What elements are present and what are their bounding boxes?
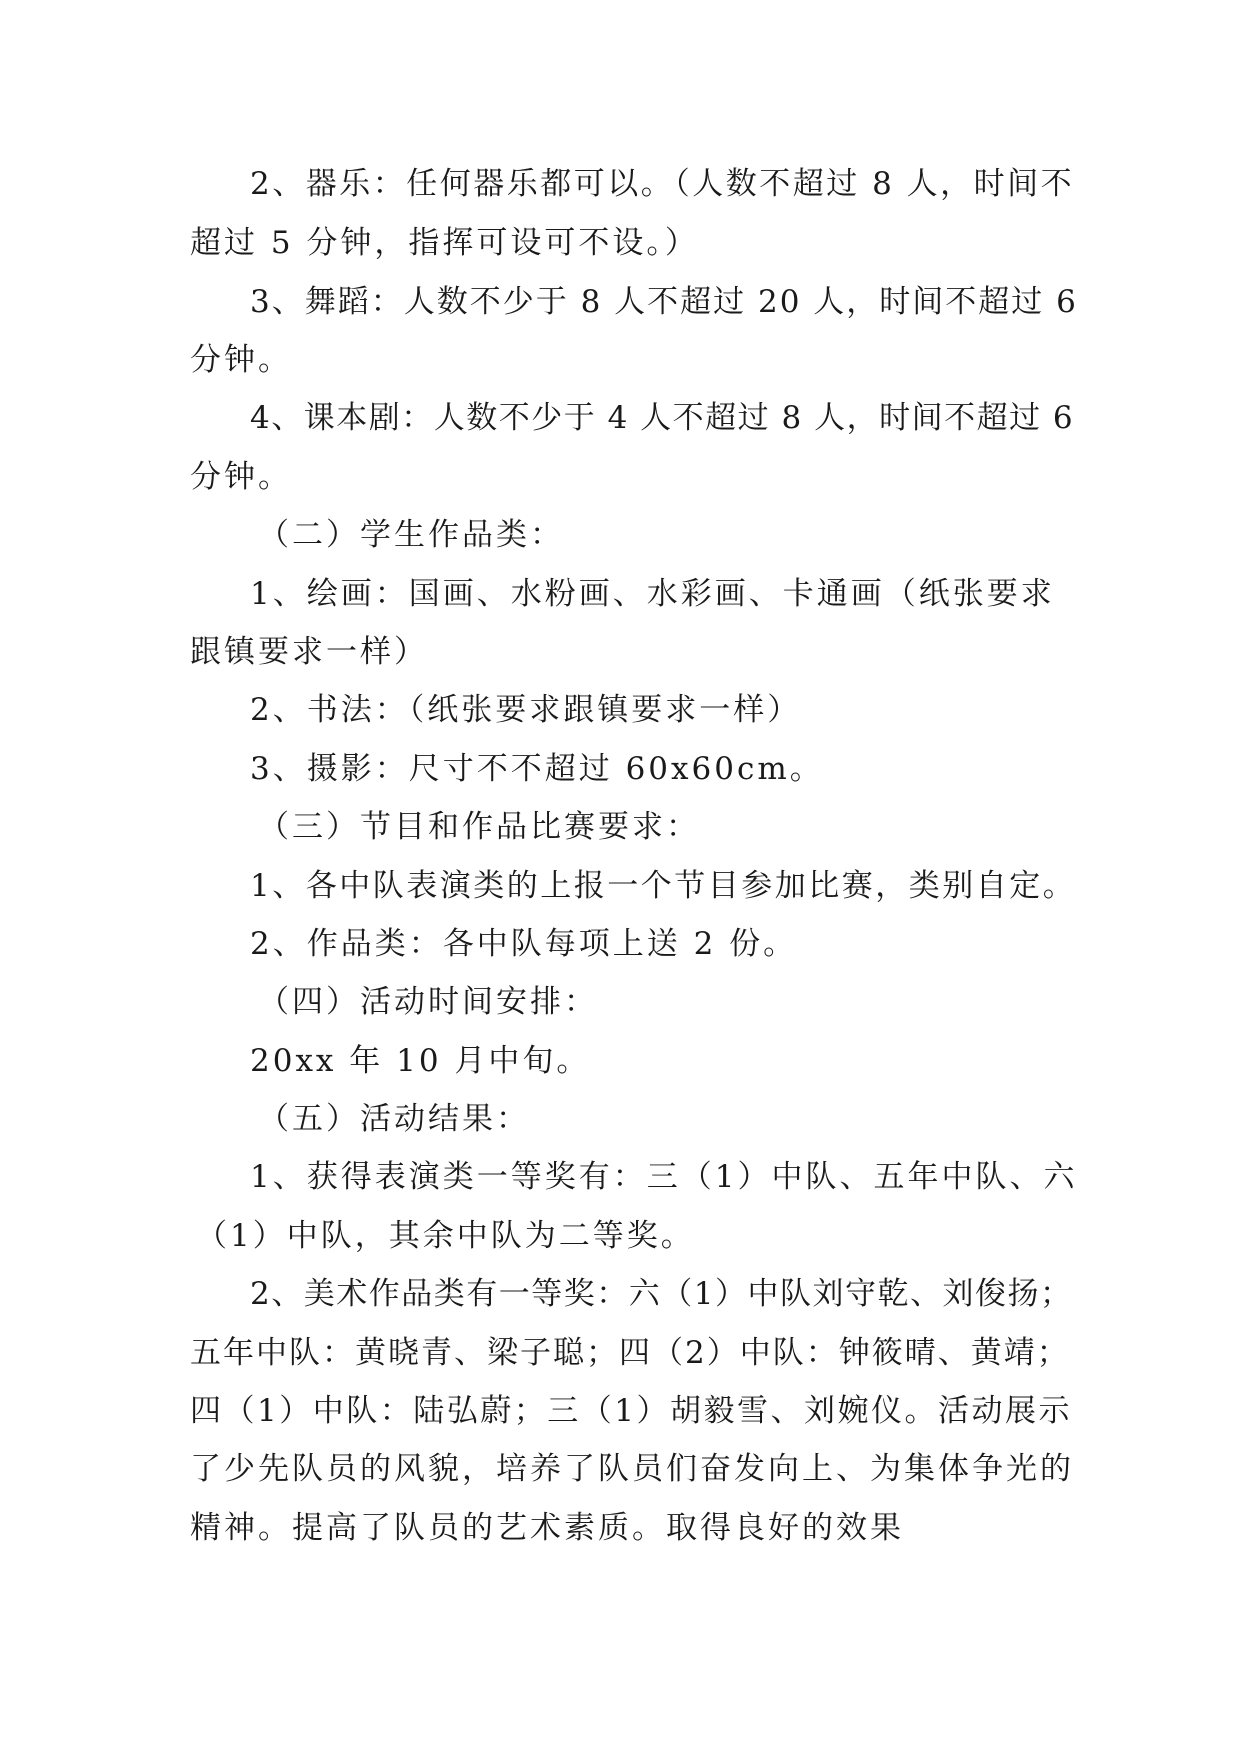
- paragraph-line: 3、摄影：尺寸不不超过 60x60cm。: [250, 751, 824, 787]
- paragraph-line: 2、器乐：任何器乐都可以。（人数不超过 8 人，时间不: [250, 166, 1075, 202]
- paragraph-line: 跟镇要求一样）: [190, 634, 428, 670]
- paragraph-line: 3、舞蹈：人数不少于 8 人不超过 20 人，时间不超过 6: [250, 284, 1078, 320]
- paragraph-line: 1、各中队表演类的上报一个节目参加比赛，类别自定。: [250, 868, 1077, 904]
- paragraph-line: 2、美术作品类有一等奖：六（1）中队刘守乾、刘俊扬；: [250, 1276, 1073, 1312]
- paragraph-line: 四（1）中队：陆弘蔚；三（1）胡毅雪、刘婉仪。活动展示: [190, 1393, 1072, 1429]
- paragraph-line: （1）中队，其余中队为二等奖。: [196, 1218, 695, 1254]
- paragraph-line: 五年中队：黄晓青、梁子聪；四（2）中队：钟筱晴、黄靖；: [190, 1335, 1070, 1371]
- paragraph-line: 4、课本剧：人数不少于 4 人不超过 8 人，时间不超过 6: [250, 400, 1075, 436]
- paragraph-line: 了少先队员的风貌，培养了队员们奋发向上、为集体争光的: [190, 1451, 1074, 1487]
- paragraph-line: 1、获得表演类一等奖有：三（1）中队、五年中队、六: [250, 1159, 1078, 1195]
- paragraph-line: 精神。提高了队员的艺术素质。取得良好的效果: [190, 1510, 904, 1546]
- paragraph-line: 分钟。: [190, 459, 292, 495]
- section-heading: （二）学生作品类：: [258, 517, 564, 553]
- section-heading: （五）活动结果：: [258, 1101, 530, 1137]
- paragraph-line: 超过 5 分钟，指挥可设可不设。）: [190, 225, 699, 261]
- paragraph-line: 2、作品类：各中队每项上送 2 份。: [250, 926, 798, 962]
- paragraph-line: 1、绘画：国画、水粉画、水彩画、卡通画（纸张要求: [250, 576, 1055, 612]
- paragraph-line: 20xx 年 10 月中旬。: [250, 1043, 591, 1079]
- section-heading: （三）节目和作品比赛要求：: [258, 809, 700, 845]
- paragraph-line: 2、书法：（纸张要求跟镇要求一样）: [250, 692, 802, 728]
- paragraph-line: 分钟。: [190, 342, 292, 378]
- section-heading: （四）活动时间安排：: [258, 984, 598, 1020]
